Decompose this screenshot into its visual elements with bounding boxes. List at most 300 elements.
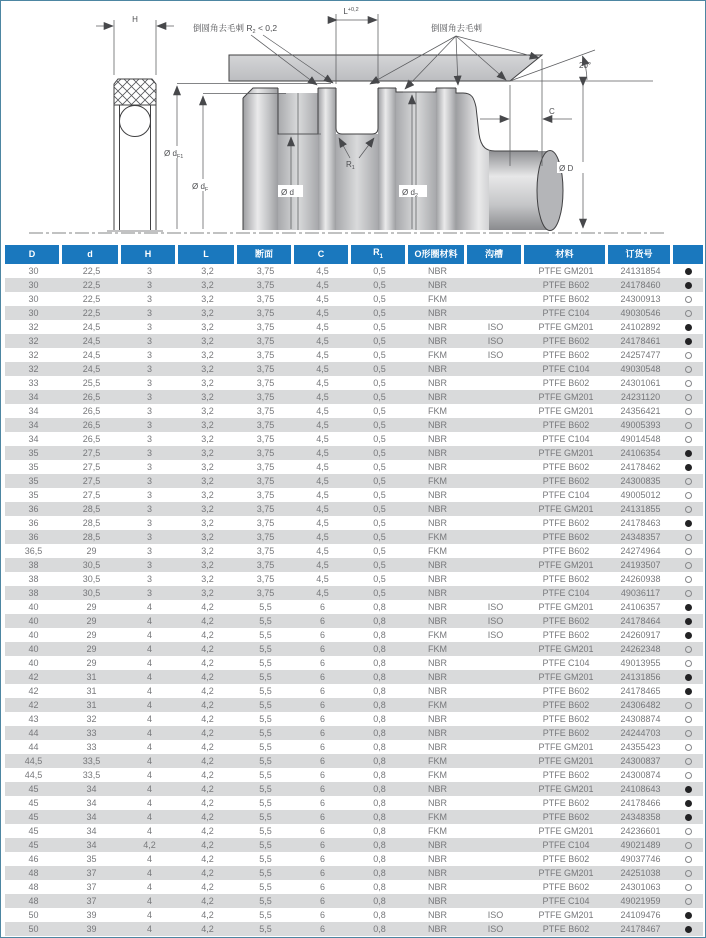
- cell-groove: [467, 796, 524, 810]
- cell-C: 6: [294, 726, 351, 740]
- cell-d: 32: [86, 713, 97, 724]
- cell-order-no: 49030548: [608, 362, 673, 376]
- cell-oring-material: NBR: [408, 278, 467, 292]
- cell-availability: [673, 334, 703, 348]
- cell-L: 4,2: [201, 797, 214, 808]
- seal-cross-section: [96, 15, 174, 231]
- cell-order-no: 24301061: [620, 377, 661, 388]
- cell-availability: [673, 390, 703, 404]
- cell-C: 4,5: [316, 349, 329, 360]
- cell-groove: [467, 530, 524, 544]
- table-row: [5, 516, 703, 530]
- cell-C: 6: [319, 909, 325, 920]
- cell-D: 30: [5, 278, 62, 292]
- cell-material: PTFE GM201: [524, 866, 608, 880]
- cell-groove: [467, 642, 524, 656]
- cell-availability: [673, 432, 703, 446]
- table-row: [5, 474, 703, 488]
- cell-D: 36,5: [24, 545, 43, 556]
- cell-order-no: 24178460: [608, 278, 673, 292]
- cell-C: 4,5: [294, 418, 351, 432]
- cell-oring-material: FKM: [428, 629, 447, 640]
- cell-H: 3: [146, 265, 152, 276]
- cell-order-no: 24260938: [620, 573, 661, 584]
- cell-oring-material: NBR: [408, 418, 467, 432]
- cell-H: 3: [121, 306, 178, 320]
- cell-availability: [673, 656, 703, 670]
- cell-groove: [467, 866, 524, 880]
- cell-section: 5,5: [237, 894, 294, 908]
- cell-availability: [673, 740, 703, 754]
- cell-C: 6: [319, 713, 325, 724]
- availability-dot-filled: [685, 324, 692, 331]
- cell-C: 6: [319, 881, 325, 892]
- cell-section: 5,5: [259, 685, 272, 696]
- label-deburr-right: 倒圆角去毛刺: [431, 23, 483, 33]
- cell-L: 3,2: [201, 265, 214, 276]
- cell-d: 24,5: [82, 349, 101, 360]
- cell-L: 4,2: [178, 922, 237, 936]
- cell-availability: [673, 908, 703, 922]
- cell-L: 3,2: [178, 502, 237, 516]
- cell-order-no: 24131854: [620, 265, 661, 276]
- cell-C: 6: [294, 698, 351, 712]
- cell-R1: 0,8: [373, 769, 386, 780]
- cell-order-no: 24257477: [620, 349, 661, 360]
- cell-section: 5,5: [237, 642, 294, 656]
- cell-availability: [673, 418, 703, 432]
- cell-oring-material: NBR: [427, 489, 447, 500]
- table-row: [5, 656, 703, 670]
- cell-d: 24,5: [62, 334, 121, 348]
- cell-section: 3,75: [237, 390, 294, 404]
- label-dia-d2: Ø $d_2$: [402, 188, 418, 199]
- cell-R1: 0,8: [351, 922, 408, 936]
- cell-L: 3,2: [201, 349, 214, 360]
- cell-H: 4: [121, 782, 178, 796]
- table-row: [5, 572, 703, 586]
- cell-order-no: 24106357: [620, 601, 661, 612]
- cell-R1: 0,8: [373, 629, 386, 640]
- cell-L: 4,2: [178, 810, 237, 824]
- label-R1: $R_1$: [346, 160, 355, 171]
- cell-R1: 0,8: [373, 825, 386, 836]
- cell-order-no: 49021959: [608, 894, 673, 908]
- cell-C: 6: [319, 825, 325, 836]
- cell-C: 4,5: [294, 362, 351, 376]
- cell-D: 46: [28, 853, 39, 864]
- cell-d: 30,5: [82, 573, 101, 584]
- cell-section: 3,75: [237, 278, 294, 292]
- cell-availability: [673, 866, 703, 880]
- cell-D: 35: [28, 461, 39, 472]
- cell-H: 4: [146, 629, 152, 640]
- cell-groove: [467, 418, 524, 432]
- cell-availability: [673, 292, 703, 306]
- cell-d: 28,5: [62, 530, 121, 544]
- availability-dot-open: [685, 646, 692, 653]
- availability-dot-open: [685, 856, 692, 863]
- cell-order-no: 24244703: [608, 726, 673, 740]
- cell-R1: 0,5: [373, 489, 386, 500]
- cell-d: 24,5: [82, 321, 101, 332]
- availability-dot-filled: [685, 688, 692, 695]
- table-body: [5, 264, 703, 936]
- availability-dot-open: [685, 478, 692, 485]
- cell-C: 4,5: [294, 446, 351, 460]
- cell-availability: [673, 460, 703, 474]
- col-header-groove: 沟槽: [467, 245, 524, 264]
- availability-dot-open: [685, 884, 692, 891]
- cell-L: 4,2: [178, 866, 237, 880]
- cell-groove: [467, 684, 524, 698]
- cell-material: PTFE B602: [524, 474, 608, 488]
- cell-material: PTFE B602: [524, 530, 608, 544]
- cell-groove: [467, 488, 524, 502]
- cell-H: 3: [146, 321, 152, 332]
- cell-section: 5,5: [259, 853, 272, 864]
- cell-material: PTFE C104: [524, 838, 608, 852]
- label-dia-d: Ø d: [281, 188, 294, 197]
- table-row: [5, 600, 703, 614]
- cell-d: 30,5: [62, 586, 121, 600]
- cell-H: 4: [121, 614, 178, 628]
- cell-groove: ISO: [467, 922, 524, 936]
- col-header-R1: $R_1$: [351, 245, 408, 264]
- cell-oring-material: FKM: [408, 474, 467, 488]
- cell-order-no: 24356421: [620, 405, 661, 416]
- cell-d: 27,5: [82, 489, 101, 500]
- table-row: [5, 740, 703, 754]
- cell-R1: 0,8: [373, 909, 386, 920]
- cell-d: 24,5: [62, 362, 121, 376]
- cell-d: 25,5: [82, 377, 101, 388]
- cell-D: 45: [5, 838, 62, 852]
- availability-dot-open: [685, 898, 692, 905]
- cell-availability: [673, 614, 703, 628]
- availability-dot-open: [685, 310, 692, 317]
- cell-oring-material: FKM: [408, 698, 467, 712]
- table-row: [5, 544, 703, 558]
- cell-oring-material: NBR: [408, 782, 467, 796]
- cell-availability: [673, 796, 703, 810]
- cell-H: 4: [121, 670, 178, 684]
- cell-C: 4,5: [294, 474, 351, 488]
- cell-R1: 0,8: [373, 853, 386, 864]
- cell-oring-material: NBR: [427, 741, 447, 752]
- cell-C: 4,5: [316, 573, 329, 584]
- cell-d: 34: [62, 810, 121, 824]
- cell-material: PTFE GM201: [524, 558, 608, 572]
- cell-H: 4: [146, 713, 152, 724]
- cell-groove: [467, 432, 524, 446]
- cell-order-no: 49005012: [620, 489, 661, 500]
- cell-oring-material: NBR: [427, 909, 447, 920]
- cell-oring-material: NBR: [427, 685, 447, 696]
- cell-section: 3,75: [237, 530, 294, 544]
- cell-d: 22,5: [82, 265, 101, 276]
- cell-section: 3,75: [237, 306, 294, 320]
- availability-dot-filled: [685, 800, 692, 807]
- cell-H: 3: [146, 433, 152, 444]
- availability-dot-open: [685, 548, 692, 555]
- cell-C: 4,5: [316, 433, 329, 444]
- cell-material: PTFE GM201: [538, 741, 594, 752]
- cell-D: 50: [5, 922, 62, 936]
- availability-dot-filled: [685, 632, 692, 639]
- availability-dot-filled: [685, 520, 692, 527]
- cell-C: 6: [294, 754, 351, 768]
- cell-d: 29: [62, 642, 121, 656]
- cell-L: 3,2: [201, 433, 214, 444]
- cell-L: 4,2: [178, 754, 237, 768]
- cell-C: 4,5: [294, 502, 351, 516]
- ptfe-cap-hatch: [114, 79, 156, 105]
- label-deburr-left: 倒圆角去毛刺 $R_2 < 0,2$: [193, 23, 278, 35]
- cell-H: 3: [121, 502, 178, 516]
- cell-section: 3,75: [256, 433, 275, 444]
- cell-oring-material: FKM: [428, 769, 447, 780]
- table-row: [5, 488, 703, 502]
- cell-L: 4,2: [201, 601, 214, 612]
- cell-C: 6: [294, 782, 351, 796]
- availability-dot-open: [685, 380, 692, 387]
- cell-H: 4: [146, 657, 152, 668]
- cell-H: 4: [121, 754, 178, 768]
- table-row: [5, 348, 703, 362]
- cell-groove: [467, 572, 524, 586]
- o-ring-circle: [120, 106, 151, 137]
- cell-material: PTFE B602: [524, 334, 608, 348]
- cell-H: 4: [121, 810, 178, 824]
- cell-L: 4,2: [201, 657, 214, 668]
- cell-R1: 0,8: [373, 741, 386, 752]
- cell-L: 4,2: [178, 670, 237, 684]
- cell-d: 28,5: [62, 502, 121, 516]
- cell-R1: 0,5: [351, 278, 408, 292]
- cell-material: PTFE GM201: [524, 782, 608, 796]
- cell-C: 4,5: [294, 530, 351, 544]
- availability-dot-open: [685, 758, 692, 765]
- cell-L: 4,2: [178, 698, 237, 712]
- cell-material: PTFE B602: [524, 922, 608, 936]
- cell-oring-material: NBR: [427, 657, 447, 668]
- cell-C: 6: [294, 894, 351, 908]
- installation-drawing: [162, 7, 653, 231]
- cell-groove: [467, 404, 524, 418]
- cell-H: 4: [146, 769, 152, 780]
- cell-material: PTFE C104: [524, 586, 608, 600]
- cell-availability: [673, 684, 703, 698]
- cell-availability: [673, 474, 703, 488]
- label-C: C: [549, 107, 555, 116]
- cell-C: 6: [294, 922, 351, 936]
- cell-order-no: 24108643: [608, 782, 673, 796]
- cell-groove: ISO: [467, 614, 524, 628]
- cell-groove: [467, 656, 524, 670]
- cell-section: 5,5: [259, 601, 272, 612]
- cell-availability: [673, 586, 703, 600]
- cell-L: 3,2: [201, 573, 214, 584]
- table-row: [5, 796, 703, 810]
- cell-groove: [467, 824, 524, 838]
- cell-availability: [673, 894, 703, 908]
- cell-section: 5,5: [237, 614, 294, 628]
- cell-availability: [673, 404, 703, 418]
- table-row: [5, 320, 703, 334]
- availability-dot-filled: [685, 618, 692, 625]
- cell-groove: [467, 502, 524, 516]
- cell-R1: 0,5: [373, 293, 386, 304]
- cell-L: 4,2: [201, 741, 214, 752]
- cell-availability: [673, 810, 703, 824]
- cell-d: 29: [62, 614, 121, 628]
- table-header: [5, 245, 703, 264]
- cell-availability: [673, 712, 703, 726]
- table-row: [5, 376, 703, 390]
- cell-groove: [467, 544, 524, 558]
- cell-L: 4,2: [178, 838, 237, 852]
- availability-dot-open: [685, 352, 692, 359]
- cell-C: 4,5: [316, 545, 329, 556]
- cell-d: 22,5: [82, 293, 101, 304]
- cell-d: 37: [62, 894, 121, 908]
- cell-C: 4,5: [316, 489, 329, 500]
- table-row: [5, 642, 703, 656]
- cell-D: 38: [5, 558, 62, 572]
- cell-material: PTFE B602: [542, 349, 590, 360]
- table-row: [5, 852, 703, 866]
- cell-C: 4,5: [316, 461, 329, 472]
- cell-oring-material: NBR: [408, 614, 467, 628]
- table-row: [5, 908, 703, 922]
- cell-R1: 0,5: [351, 390, 408, 404]
- table-row: [5, 432, 703, 446]
- label-dia-dF1: Ø $d_{F1}$: [164, 149, 184, 160]
- cell-H: 4: [121, 866, 178, 880]
- cell-C: 6: [294, 642, 351, 656]
- table-row: [5, 292, 703, 306]
- cell-groove: [467, 698, 524, 712]
- cell-availability: [673, 600, 703, 614]
- cell-d: 27,5: [62, 474, 121, 488]
- cell-section: 3,75: [237, 474, 294, 488]
- cell-order-no: 49037746: [620, 853, 661, 864]
- col-header-order-no: 订货号: [608, 245, 673, 264]
- cell-groove: ISO: [487, 349, 504, 360]
- cell-section: 5,5: [237, 782, 294, 796]
- cell-H: 3: [146, 489, 152, 500]
- cell-order-no: 24300835: [608, 474, 673, 488]
- table-row: [5, 628, 703, 642]
- cell-order-no: 49005393: [608, 418, 673, 432]
- cell-order-no: 24178467: [608, 922, 673, 936]
- availability-dot-filled: [685, 450, 692, 457]
- table-row: [5, 824, 703, 838]
- table-row: [5, 866, 703, 880]
- cell-C: 4,5: [316, 293, 329, 304]
- cell-R1: 0,8: [351, 810, 408, 824]
- cell-R1: 0,5: [373, 377, 386, 388]
- cell-L: 3,2: [178, 586, 237, 600]
- cell-C: 4,5: [294, 558, 351, 572]
- cell-order-no: 24178466: [620, 797, 661, 808]
- cell-material: PTFE C104: [524, 894, 608, 908]
- cell-material: PTFE B602: [524, 810, 608, 824]
- cell-D: 34: [5, 390, 62, 404]
- cell-section: 5,5: [259, 741, 272, 752]
- cell-order-no: 24178464: [608, 614, 673, 628]
- cell-d: 29: [86, 601, 97, 612]
- availability-dot-filled: [685, 338, 692, 345]
- cell-H: 4: [121, 698, 178, 712]
- availability-dot-open: [685, 534, 692, 541]
- cell-order-no: 24308874: [620, 713, 661, 724]
- label-dia-dF: Ø $d_F$: [192, 182, 209, 193]
- cell-oring-material: NBR: [408, 894, 467, 908]
- cell-material: PTFE GM201: [524, 390, 608, 404]
- cell-H: 4: [146, 853, 152, 864]
- table-row: [5, 586, 703, 600]
- cell-groove: [467, 768, 524, 782]
- cell-L: 3,2: [178, 306, 237, 320]
- cell-R1: 0,8: [351, 698, 408, 712]
- cell-R1: 0,8: [373, 657, 386, 668]
- cell-material: PTFE B602: [542, 517, 590, 528]
- availability-dot-open: [685, 842, 692, 849]
- cell-H: 4: [146, 601, 152, 612]
- cell-C: 6: [319, 629, 325, 640]
- col-header-d: d: [62, 245, 121, 264]
- cell-order-no: 49036117: [608, 586, 673, 600]
- cell-R1: 0,8: [351, 726, 408, 740]
- table-row: [5, 782, 703, 796]
- cell-D: 48: [5, 866, 62, 880]
- cell-d: 27,5: [82, 461, 101, 472]
- cell-groove: [467, 446, 524, 460]
- label-H: H: [132, 15, 138, 24]
- cell-groove: [467, 460, 524, 474]
- cell-d: 31: [86, 685, 97, 696]
- cell-material: PTFE B602: [542, 769, 590, 780]
- cell-material: PTFE GM201: [538, 601, 594, 612]
- cell-d: 26,5: [82, 433, 101, 444]
- cell-R1: 0,8: [373, 713, 386, 724]
- cell-R1: 0,5: [373, 517, 386, 528]
- cell-order-no: 24236601: [620, 825, 661, 836]
- cell-H: 3: [146, 405, 152, 416]
- cell-C: 4,5: [316, 321, 329, 332]
- cell-H: 3: [146, 377, 152, 388]
- cell-groove: [467, 754, 524, 768]
- cell-section: 3,75: [237, 418, 294, 432]
- cell-section: 3,75: [256, 545, 275, 556]
- cell-C: 6: [319, 601, 325, 612]
- cell-oring-material: NBR: [408, 306, 467, 320]
- cell-order-no: 49030546: [608, 306, 673, 320]
- cell-C: 6: [319, 797, 325, 808]
- cell-d: 22,5: [62, 278, 121, 292]
- cell-D: 38: [5, 586, 62, 600]
- cell-R1: 0,5: [351, 306, 408, 320]
- cell-C: 4,5: [294, 334, 351, 348]
- cell-d: 26,5: [82, 405, 101, 416]
- cell-oring-material: NBR: [427, 881, 447, 892]
- cell-section: 5,5: [259, 629, 272, 640]
- table-row: [5, 418, 703, 432]
- cell-order-no: 49021489: [608, 838, 673, 852]
- cell-H: 4,2: [121, 838, 178, 852]
